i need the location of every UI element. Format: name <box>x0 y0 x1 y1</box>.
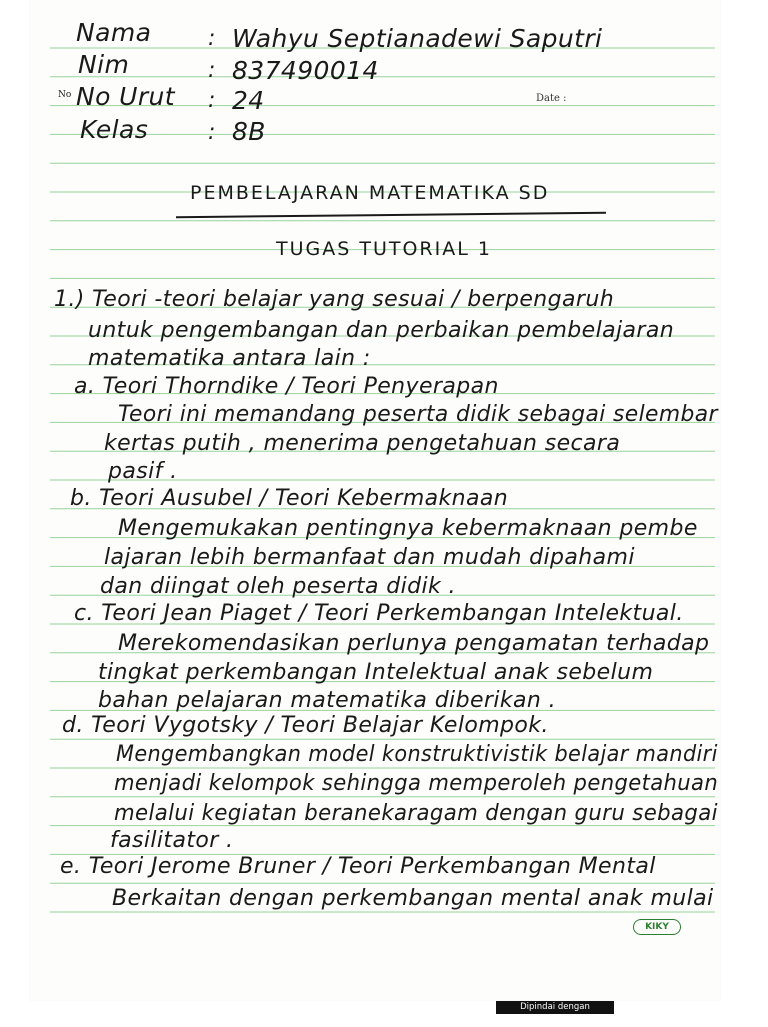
answer-line: melalui kegiatan beranekaragam dengan guru sebagai <box>114 801 718 826</box>
nama-colon: : <box>208 26 216 51</box>
answer-line: b. Teori Ausubel / Teori Kebermaknaan <box>70 486 509 511</box>
nim-colon: : <box>208 58 216 83</box>
answer-line: 1.) Teori -teori belajar yang sesuai / berpengaruh <box>54 287 615 312</box>
nim-value: 837490014 <box>232 56 379 85</box>
nama-label: Nama <box>76 18 152 47</box>
answer-line: untuk pengembangan dan perbaikan pembelajaran <box>88 318 675 343</box>
kelas-value: 8B <box>232 117 266 146</box>
answer-line: Mengembangkan model konstruktivistik belajar mandiri <box>116 742 718 767</box>
urut-value: 24 <box>232 86 265 115</box>
date-label: Date : <box>536 93 567 104</box>
answer-line: pasif . <box>108 459 178 484</box>
urut-colon: : <box>208 88 216 113</box>
answer-line: c. Teori Jean Piaget / Teori Perkembangan Intelektual. <box>74 601 684 626</box>
margin-number-mark: No <box>58 90 72 100</box>
answer-line: bahan pelajaran matematika diberikan . <box>98 688 556 713</box>
nim-label: Nim <box>78 50 130 79</box>
urut-label: No Urut <box>76 82 175 111</box>
answer-line: d. Teori Vygotsky / Teori Belajar Kelompok. <box>62 713 549 738</box>
answer-line: a. Teori Thorndike / Teori Penyerapan <box>74 374 499 399</box>
paper-brand-badge: KIKY <box>633 919 681 935</box>
answer-line: dan diingat oleh peserta didik . <box>100 574 456 599</box>
scanner-watermark: Dipindai dengan CamScanner <box>496 1001 614 1014</box>
answer-line: fasilitator . <box>110 828 234 853</box>
nama-value: Wahyu Septianadewi Saputri <box>232 24 603 53</box>
answer-line: matematika antara lain : <box>88 346 371 371</box>
course-title: PEMBELAJARAN MATEMATIKA SD <box>190 182 550 204</box>
answer-line: lajaran lebih bermanfaat dan mudah dipahami <box>104 545 635 570</box>
assignment-title: TUGAS TUTORIAL 1 <box>276 238 492 260</box>
answer-line: kertas putih , menerima pengetahuan secara <box>104 431 621 456</box>
answer-line: tingkat perkembangan Intelektual anak sebelum <box>98 660 654 685</box>
answer-line: Merekomendasikan perlunya pengamatan terhadap <box>118 631 710 656</box>
answer-line: menjadi kelompok sehingga memperoleh pengetahuan <box>114 771 719 796</box>
kelas-label: Kelas <box>80 115 149 144</box>
answer-line: e. Teori Jerome Bruner / Teori Perkembangan Mental <box>60 854 656 879</box>
answer-line: Berkaitan dengan perkembangan mental anak mulai <box>112 886 714 911</box>
kelas-colon: : <box>208 120 216 145</box>
answer-line: Teori ini memandang peserta didik sebagai selembar <box>118 402 718 427</box>
answer-line: Mengemukakan pentingnya kebermaknaan pembe <box>118 516 698 541</box>
